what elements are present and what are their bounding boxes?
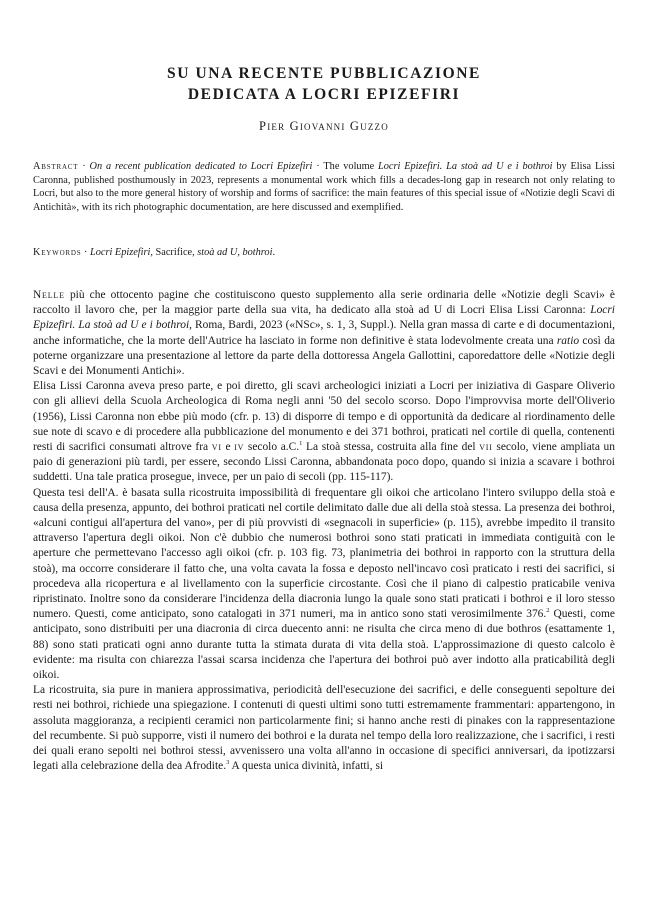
p3-text-a: Questa tesi dell'A. è basata sulla ricostruita impossibilità di frequentare gli oikoi che articolano l'intero sviluppo della stoà e causa della presenza, appunto, dei bothroi praticati nel cortile delimitato dalle due ali della stoà stessa. La presenza dei bothroi, «alcuni contigui all'apertura del vano», per di più provvisti di «segnacoli in superficie» (p. 115), avrebbe impedito il transito attraverso l'apertura degli oikoi. Non c'è dubbio che numerosi bothroi sono stati praticati in immediata contiguità con le aperture che permettevano l'accesso agli oikoi (cfr. p. 103 fig. 73, planimetria dei bothroi in rapporto con la struttura della stoà), ma occorre considerare il fatto che, una volta cavata la fossa e deposto nell'incavo così praticato i resti dei sacrifici, si procedeva alla ricopertura e al livellamento con la superficie circostante. Così che il piano di calpestio praticabile veniva ripristinato. Inoltre sono da considerare l'incidenza della diacronia lungo la quale sono stati praticati i bothroi e il loro stesso numero. Questi, come anticipato, sono catalogati in 371 numeri, ma in antico sono stati verosimilmente 376. — [33, 486, 615, 621]
keyword-text-2: , — [237, 247, 243, 258]
abstract-separator: · — [78, 161, 90, 172]
abstract-heading: On a recent publication dedicated to Locri Epizefiri — [89, 161, 313, 172]
body-paragraph-2 — [33, 379, 615, 485]
p2-century-vii: vii — [479, 441, 493, 454]
p1-text-b: , Roma, Bardi, 2023 («NSc», s. 1, 3, Suppl.). Nella gran massa di carte e di documentazioni, anche informatiche, che la morte dell'Autrice ha lasciato in forme non definitive è stata lodevolmente creata una — [33, 319, 615, 347]
abstract-label: Abstract — [33, 161, 79, 172]
keyword-text-3: . — [272, 247, 276, 258]
body-paragraph-4 — [33, 683, 615, 774]
footnote-ref-1[interactable]: 1 — [299, 440, 303, 448]
p2-and: e — [221, 441, 235, 454]
p2-text-c: La stoà stessa, costruita alla fine del — [302, 441, 480, 454]
abstract-separator-2: · — [312, 161, 324, 172]
abstract — [33, 160, 615, 214]
p2-text-b: secolo a.C. — [244, 441, 300, 454]
p2-century-iv: iv — [234, 441, 245, 454]
body-paragraph-3 — [33, 486, 615, 684]
keyword-text-1: , Sacrifice, — [150, 247, 198, 258]
keywords — [33, 246, 615, 260]
p1-text-a: più che ottocento pagine che costituiscono questo supplemento alla serie ordinaria delle «Notizie degli Scavi» è raccolto il lavoro che, per la maggior parte della sua vita, ha dedicato alla stoà ad U di Locri Elisa Lissi Caronna: — [33, 289, 615, 317]
abstract-text-1: The volume — [323, 161, 379, 172]
article-body — [33, 288, 615, 775]
keyword-locri: Locri Epizefiri — [90, 247, 151, 258]
p1-ratio: ratio — [556, 334, 580, 347]
p4-text-b: A questa unica divinità, infatti, si — [229, 760, 384, 773]
p1-text-c: così da poterne organizzare una presentazione al lettore da parte della dottoressa Angela Gallottini, caporedattore delle «Notizie degli Scavi e dei Monumenti Antichi». — [33, 334, 615, 378]
p3-text-b: Questi, come anticipato, sono distribuiti per una diacronia di circa duecento anni: ne risulta che circa meno di due bothros (esattamente 1, 88) sono stati praticati ogni anno durante tutta la stimata durata di vita della stoà. L'approssimazione di questo calcolo è evidente: ma risulta con chiarezza l'assai scarsa incidenza che l'apertura dei bothroi può aver indotto alla praticabilità degli oikoi. — [33, 608, 615, 682]
keyword-bothroi: bothroi — [242, 247, 273, 258]
p1-book-title: Locri Epizefiri. La stoà ad U e i bothroi — [33, 304, 615, 332]
abstract-book-title: Locri Epizefiri. La stoà ad U e i bothroi — [378, 161, 553, 172]
article-title-line-1: SU UNA RECENTE PUBBLICAZIONE — [167, 65, 481, 82]
footnote-ref-2[interactable]: 2 — [546, 607, 550, 615]
article-title-line-2: DEDICATA A LOCRI EPIZEFIRI — [187, 86, 461, 103]
keyword-stoa: stoà ad U — [197, 247, 238, 258]
author-name: Pier Giovanni Guzzo — [259, 119, 389, 133]
p2-century-vi: vi — [211, 441, 222, 454]
paragraph-initial: Nelle — [33, 289, 65, 301]
p4-text-a: La ricostruita, sia pure in maniera approssimativa, periodicità dell'esecuzione dei sacrifici, e delle conseguenti sepolture dei resti nei bothroi, richiede una spiegazione. I contenuti di questi ultimi sono tutti estremamente frammentari: appartengono, in assoluta maggioranza, a recipienti ceramici non particolarmente fini; si hanno anche resti di pinakes con la rappresentazione del recumbente. Si può supporre, visti il numero dei bothroi e la durata nel tempo della loro realizzazione, che i sacrifici, i resti dei quali erano sepolti nei bothroi stessi, avvenissero una volta all'anno in occasione di specifici anniversari, da ipotizzarsi legati alla celebrazione della dea Afrodite. — [33, 684, 615, 773]
abstract-text-2: by Elisa Lissi Caronna, published posthumously in 2023, represents a monumental work which fills a decades-long gap in research not only relating to Locri, but also to the more general history of worship and forms of sacrifice: the main features of this special issue of «Notizie degli Scavi di Antichità», with its rich photographic documentation, are here discussed and exemplified. — [33, 161, 616, 213]
p2-text-a: Elisa Lissi Caronna aveva preso parte, e poi diretto, gli scavi archeologici iniziati a Locri per iniziativa di Gaspare Oliverio con gli allievi della Scuola Archeologica di Roma negli anni '50 del secolo scorso. Dopo l'improvvisa morte dell'Oliverio (1956), Lissi Caronna non ebbe più modo (cfr. p. 13) di disporre di tempo e di opportunità da dedicare al riordinamento delle sue note di scavo e di procedere alla pubblicazione del monumento e dei 371 bothroi, praticati nel cortile di quella, contenenti resti di sacrifici consumati altrove fra — [33, 380, 615, 454]
keywords-separator: · — [81, 247, 91, 258]
p2-text-d: secolo, viene ampliata un paio di generazioni più tardi, per essere, secondo Lissi Caronna, abbandonata poco dopo, quando si inizia a scavare i bothroi suddetti. Una tale pratica prosegue, invece, per un paio di secoli (pp. 115-117). — [33, 441, 615, 484]
keywords-label: Keywords — [33, 247, 82, 258]
body-paragraph-1 — [33, 288, 615, 379]
footnote-ref-3[interactable]: 3 — [226, 759, 230, 767]
